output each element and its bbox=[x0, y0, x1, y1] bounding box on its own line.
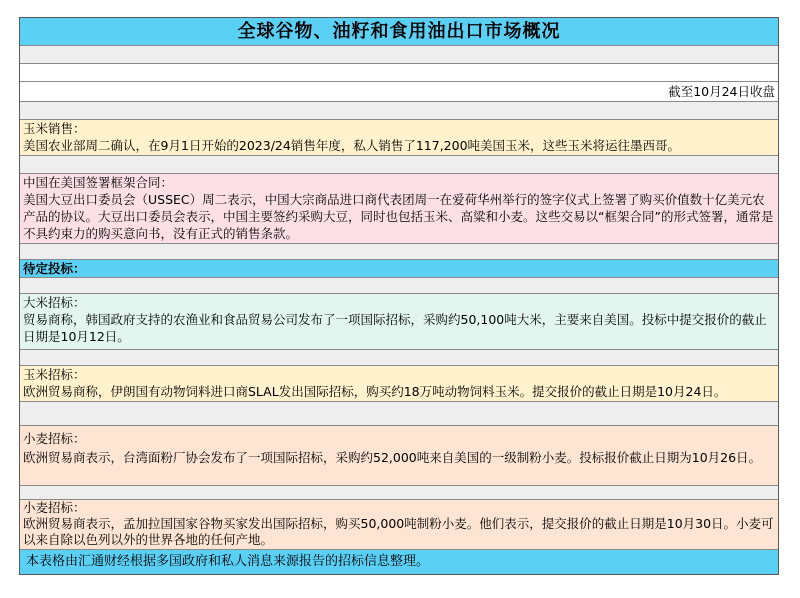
spacer-row bbox=[20, 486, 778, 500]
footer-note: 本表格由汇通财经根据多国政府和私人消息来源报告的招标信息整理。 bbox=[20, 550, 778, 574]
wheat-tender-section-taiwan bbox=[20, 426, 778, 486]
china-contract-section bbox=[20, 174, 778, 244]
section-heading: 玉米招标： bbox=[23, 367, 86, 382]
section-heading: 大米招标： bbox=[23, 295, 86, 310]
section-body: 美国大豆出口委员会（USSEC）周二表示，中国大宗商品进口商代表团周一在爱荷华州举行的签字仪式上签署了购买价值数十亿美元农产品的协议。大豆出口委员会表示，中国主要签约采购大豆，同时也包括玉米、高粱和小麦。这些交易以“框架合同”的形式签署，通常是不具约束力的购买意向书，没有正式的销售条款。 bbox=[23, 192, 774, 241]
section-body: 美国农业部周二确认，在9月1日开始的2023/24销售年度，私人销售了117,200吨美国玉米，这些玉米将运往墨西哥。 bbox=[23, 138, 681, 153]
spacer-row bbox=[20, 156, 778, 174]
section-body: 贸易商称，韩国政府支持的农渔业和食品贸易公司发布了一项国际招标，采购约50,100吨大米，主要来自美国。投标中提交报价的截止日期是10月12日。 bbox=[23, 312, 767, 344]
corn-sales-section bbox=[20, 120, 778, 156]
empty-row bbox=[20, 64, 778, 82]
corn-tender-section bbox=[20, 366, 778, 402]
section-heading: 小麦招标： bbox=[23, 431, 86, 446]
spacer-row bbox=[20, 244, 778, 260]
section-body: 欧洲贸易商表示，孟加拉国国家谷物买家发出国际招标，购买50,000吨制粉小麦。他们表示，提交报价的截止日期是10月30日。小麦可以来自除以色列以外的世界各地的任何产地。 bbox=[23, 516, 774, 547]
page-title: 全球谷物、油籽和食用油出口市场概况 bbox=[20, 18, 778, 46]
spacer-row bbox=[20, 102, 778, 120]
section-heading: 中国在美国签署框架合同： bbox=[23, 175, 174, 190]
section-heading: 小麦招标： bbox=[23, 500, 86, 515]
date-note: 截至10月24日收盘 bbox=[20, 82, 778, 102]
section-body: 欧洲贸易商称，伊朗国有动物饲料进口商SLAL发出国际招标，购买约18万吨动物饲料玉米。提交报价的截止日期是10月24日。 bbox=[23, 384, 727, 399]
spacer-row bbox=[20, 402, 778, 426]
section-heading: 玉米销售： bbox=[23, 121, 86, 136]
section-body: 欧洲贸易商表示，台湾面粉厂协会发布了一项国际招标，采购约52,000吨来自美国的一级制粉小麦。投标报价截止日期为10月26日。 bbox=[23, 450, 762, 465]
spacer-row bbox=[20, 46, 778, 64]
wheat-tender-section-bangladesh bbox=[20, 500, 778, 550]
pending-tenders-heading: 待定投标： bbox=[20, 260, 778, 278]
spacer-row bbox=[20, 350, 778, 366]
report-sheet bbox=[19, 17, 779, 575]
rice-tender-section bbox=[20, 294, 778, 350]
spacer-row bbox=[20, 278, 778, 294]
